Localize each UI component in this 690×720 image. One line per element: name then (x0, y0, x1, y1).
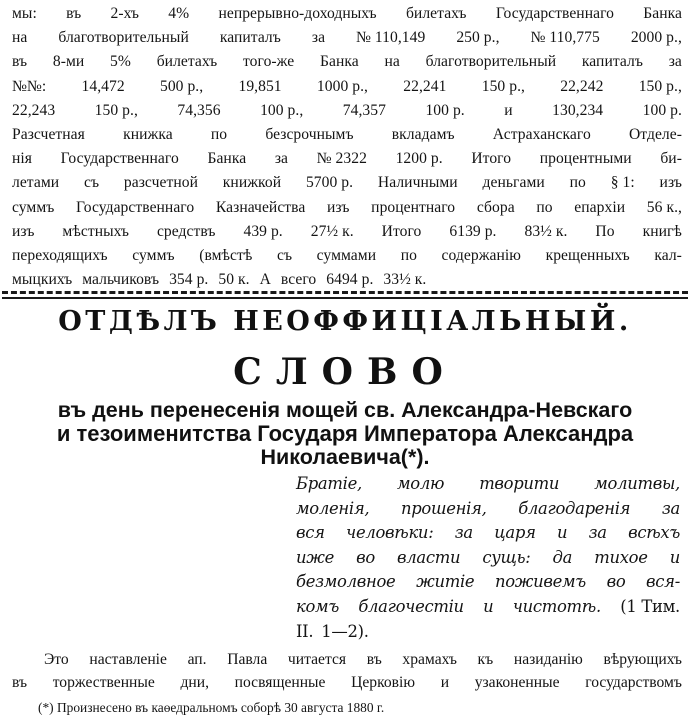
word: тихое (594, 547, 648, 567)
word: сущь: (482, 547, 531, 567)
word: благотворительный (58, 29, 189, 47)
word: вкладамъ (391, 125, 455, 143)
report-line (12, 244, 682, 268)
word: въ (12, 53, 28, 71)
word: и (669, 547, 680, 567)
word: поживемъ (494, 572, 586, 592)
word: за (311, 29, 326, 47)
word: 19,851 (238, 77, 282, 95)
word: би- (660, 150, 682, 168)
word: крещенныхъ (545, 246, 630, 264)
word: за (274, 150, 289, 168)
word: посвященные (234, 674, 326, 691)
word: Государственнаго (76, 198, 195, 216)
word: 100 р. (425, 101, 465, 119)
word: 27½ к. (310, 222, 354, 240)
word: переходящихъ (12, 246, 108, 264)
word: Братіе, (296, 474, 362, 493)
word: 50 к. (218, 271, 250, 289)
subtitle-line-3: Николаевича(*). (260, 445, 430, 469)
word: № 2322 (316, 150, 367, 168)
word: 439 р. (243, 222, 283, 240)
epigraph-line (296, 472, 680, 497)
word: деньгами (482, 174, 545, 192)
word: епархіи (574, 198, 626, 216)
word: благотворительный (425, 53, 557, 71)
word: читается (287, 651, 347, 668)
word: 250 р., (456, 29, 500, 47)
word: иже (296, 547, 334, 567)
word: № 110,775 (530, 29, 600, 47)
sermon-body-text (12, 648, 682, 694)
sermon-title: СЛОВО (233, 351, 457, 393)
financial-report-paragraph (12, 2, 682, 292)
word: (вмѣстѣ (199, 246, 253, 264)
word: 150 р., (94, 101, 138, 119)
word: Итого (381, 222, 422, 240)
word: Банка (643, 5, 682, 22)
word: во (356, 547, 375, 567)
word: да (552, 547, 573, 567)
word: изъ (659, 174, 682, 192)
report-line (12, 268, 682, 292)
epigraph-line (296, 595, 680, 620)
word: моленія, (296, 498, 370, 518)
word: мы: (12, 5, 37, 22)
word: процентными (539, 150, 632, 168)
word: содержанію (441, 246, 521, 264)
word: вся (296, 523, 325, 543)
subtitle-line-1: въ день перенесенія мощей св. Александра-Невскаго (57, 398, 633, 422)
word: Отделе- (629, 125, 682, 143)
section-divider-top (2, 291, 688, 294)
word: капиталъ (581, 53, 643, 71)
word: 1000 р., (316, 77, 369, 95)
word: II. (296, 621, 314, 641)
word: по (210, 125, 228, 143)
epigraph-line (296, 546, 680, 571)
epigraph-line (296, 521, 680, 546)
epigraph-quote (296, 472, 680, 644)
section-divider-bottom (2, 297, 688, 299)
word: Банка (207, 150, 247, 168)
word: книжка (123, 125, 173, 143)
word: творити (479, 474, 560, 493)
word: царя (494, 523, 536, 543)
word: мыцкихъ (12, 271, 73, 289)
word: летами (12, 174, 60, 192)
word: 22,241 (403, 77, 447, 95)
word: въ (366, 651, 382, 668)
word: всѣхъ (628, 523, 680, 543)
report-line (12, 220, 682, 244)
word: суммъ (132, 246, 175, 264)
word: Банка (320, 53, 359, 71)
epigraph-line (296, 497, 680, 522)
word: книжкой (222, 174, 282, 192)
word: 22,242 (560, 77, 604, 95)
word: благодаренія (518, 498, 631, 518)
word: Церковію (351, 674, 416, 691)
word: Павла (227, 651, 268, 668)
word: государствомъ (585, 674, 682, 691)
report-line (12, 147, 682, 171)
word: 1200 р. (395, 150, 443, 168)
word: суммами (316, 246, 377, 264)
body-line (12, 671, 682, 694)
report-line (12, 99, 682, 123)
word: на (12, 29, 28, 47)
word: наставленіе (89, 651, 167, 668)
word: 150 р., (481, 77, 525, 95)
word: изъ (327, 198, 350, 216)
word: 56 к., (646, 198, 682, 216)
word: назиданію (513, 651, 583, 668)
word: за (668, 53, 682, 71)
word: узаконенные (474, 674, 560, 691)
word: мальчиковъ (82, 271, 160, 289)
report-line (12, 50, 682, 74)
word: 33½ к. (383, 271, 427, 289)
report-line (12, 171, 682, 195)
word: Государственнаго (60, 150, 179, 168)
word: 150 р., (638, 77, 682, 95)
word: за (661, 498, 680, 518)
word: молитвы, (594, 474, 680, 493)
report-line (12, 196, 682, 220)
word: 5% (110, 53, 131, 71)
word: непрерывно-доходныхъ (218, 5, 377, 22)
word: (1 Тим. (620, 596, 680, 616)
word: капиталъ (219, 29, 281, 47)
word: на (384, 53, 400, 71)
word: билетахъ (405, 5, 467, 22)
word: чистотѣ. (512, 596, 601, 616)
word: средствъ (156, 222, 216, 240)
word: человѣки: (346, 523, 434, 543)
word: 22,243 (12, 101, 56, 119)
report-line (12, 123, 682, 147)
word: во (606, 572, 626, 592)
word: 6139 р. (449, 222, 497, 240)
word: Наличными (377, 174, 458, 192)
word: сбора (476, 198, 515, 216)
word: 8-ми (52, 53, 85, 71)
word: и (504, 101, 513, 119)
word: суммъ (12, 198, 55, 216)
word: кал- (654, 246, 682, 264)
word: Разсчетная (12, 125, 85, 143)
word: въ (12, 674, 28, 691)
word: 100 р. (642, 101, 682, 119)
word: 74,356 (177, 101, 221, 119)
word: по (400, 246, 417, 264)
word: 130,234 (552, 101, 604, 119)
word: 4% (168, 5, 190, 22)
word: 83½ к. (524, 222, 568, 240)
report-line (12, 26, 682, 50)
word: 1—2). (321, 621, 369, 641)
word: Итого (471, 150, 512, 168)
word: за (454, 523, 473, 543)
word: благочестіи (358, 596, 464, 616)
word: съ (83, 174, 100, 192)
word: нія (12, 150, 33, 168)
word: 2000 р., (630, 29, 682, 47)
word: § 1: (610, 174, 635, 192)
word: 354 р. (169, 271, 209, 289)
word: дни, (180, 674, 209, 691)
word: храмахъ (402, 651, 457, 668)
word: молю (396, 474, 445, 493)
word: и (556, 523, 568, 543)
word: А (259, 271, 271, 289)
word: торжественные (52, 674, 155, 691)
word: изъ (12, 222, 35, 240)
word: 2-хъ (110, 5, 139, 22)
word: билетахъ (156, 53, 218, 71)
word: мѣстныхъ (62, 222, 129, 240)
word: житіе (416, 572, 475, 592)
word: 5700 р. (305, 174, 354, 192)
section-title: ОТДѢЛЪ НЕОФФИЦІАЛЬНЫЙ. (58, 306, 632, 337)
word: 500 р., (159, 77, 204, 95)
footnote: (*) Произнесено въ каѳедральномъ соборѣ 30 августа 1880 г. (38, 700, 385, 715)
word: разсчетной (123, 174, 198, 192)
word: безсрочнымъ (265, 125, 354, 143)
word: Казначейства (215, 198, 306, 216)
word: всего (280, 271, 317, 289)
word: Астраханскаго (492, 125, 591, 143)
epigraph-line (296, 620, 680, 645)
word: прошенія, (400, 498, 487, 518)
word: Это (44, 651, 69, 668)
word: 14,472 (81, 77, 125, 95)
word: комъ (296, 596, 339, 616)
report-line (12, 75, 682, 99)
word: 6494 р. (326, 271, 374, 289)
word: 74,357 (342, 101, 386, 119)
word: №№: (12, 77, 47, 95)
word: ап. (187, 651, 207, 668)
word: вѣрующихъ (603, 651, 682, 668)
word: № 110,149 (356, 29, 426, 47)
word: по (569, 174, 586, 192)
word: и (440, 674, 450, 691)
word: безмолвное (296, 572, 396, 592)
word: за (588, 523, 607, 543)
report-line (12, 2, 682, 26)
body-line (12, 648, 682, 671)
word: 100 р., (260, 101, 304, 119)
word: того-же (243, 53, 295, 71)
epigraph-line (296, 570, 680, 595)
word: по (536, 198, 553, 216)
word: къ (477, 651, 494, 668)
word: въ (66, 5, 82, 22)
word: власти (397, 547, 461, 567)
word: книгѣ (642, 222, 682, 240)
word: Государственнаго (495, 5, 614, 22)
word: вся- (646, 572, 680, 592)
subtitle-line-2: и тезоименитства Государя Императора Александра (56, 421, 634, 446)
word: съ (276, 246, 293, 264)
word: По (595, 222, 615, 240)
word: и (483, 596, 494, 616)
word: процентнаго (371, 198, 456, 216)
